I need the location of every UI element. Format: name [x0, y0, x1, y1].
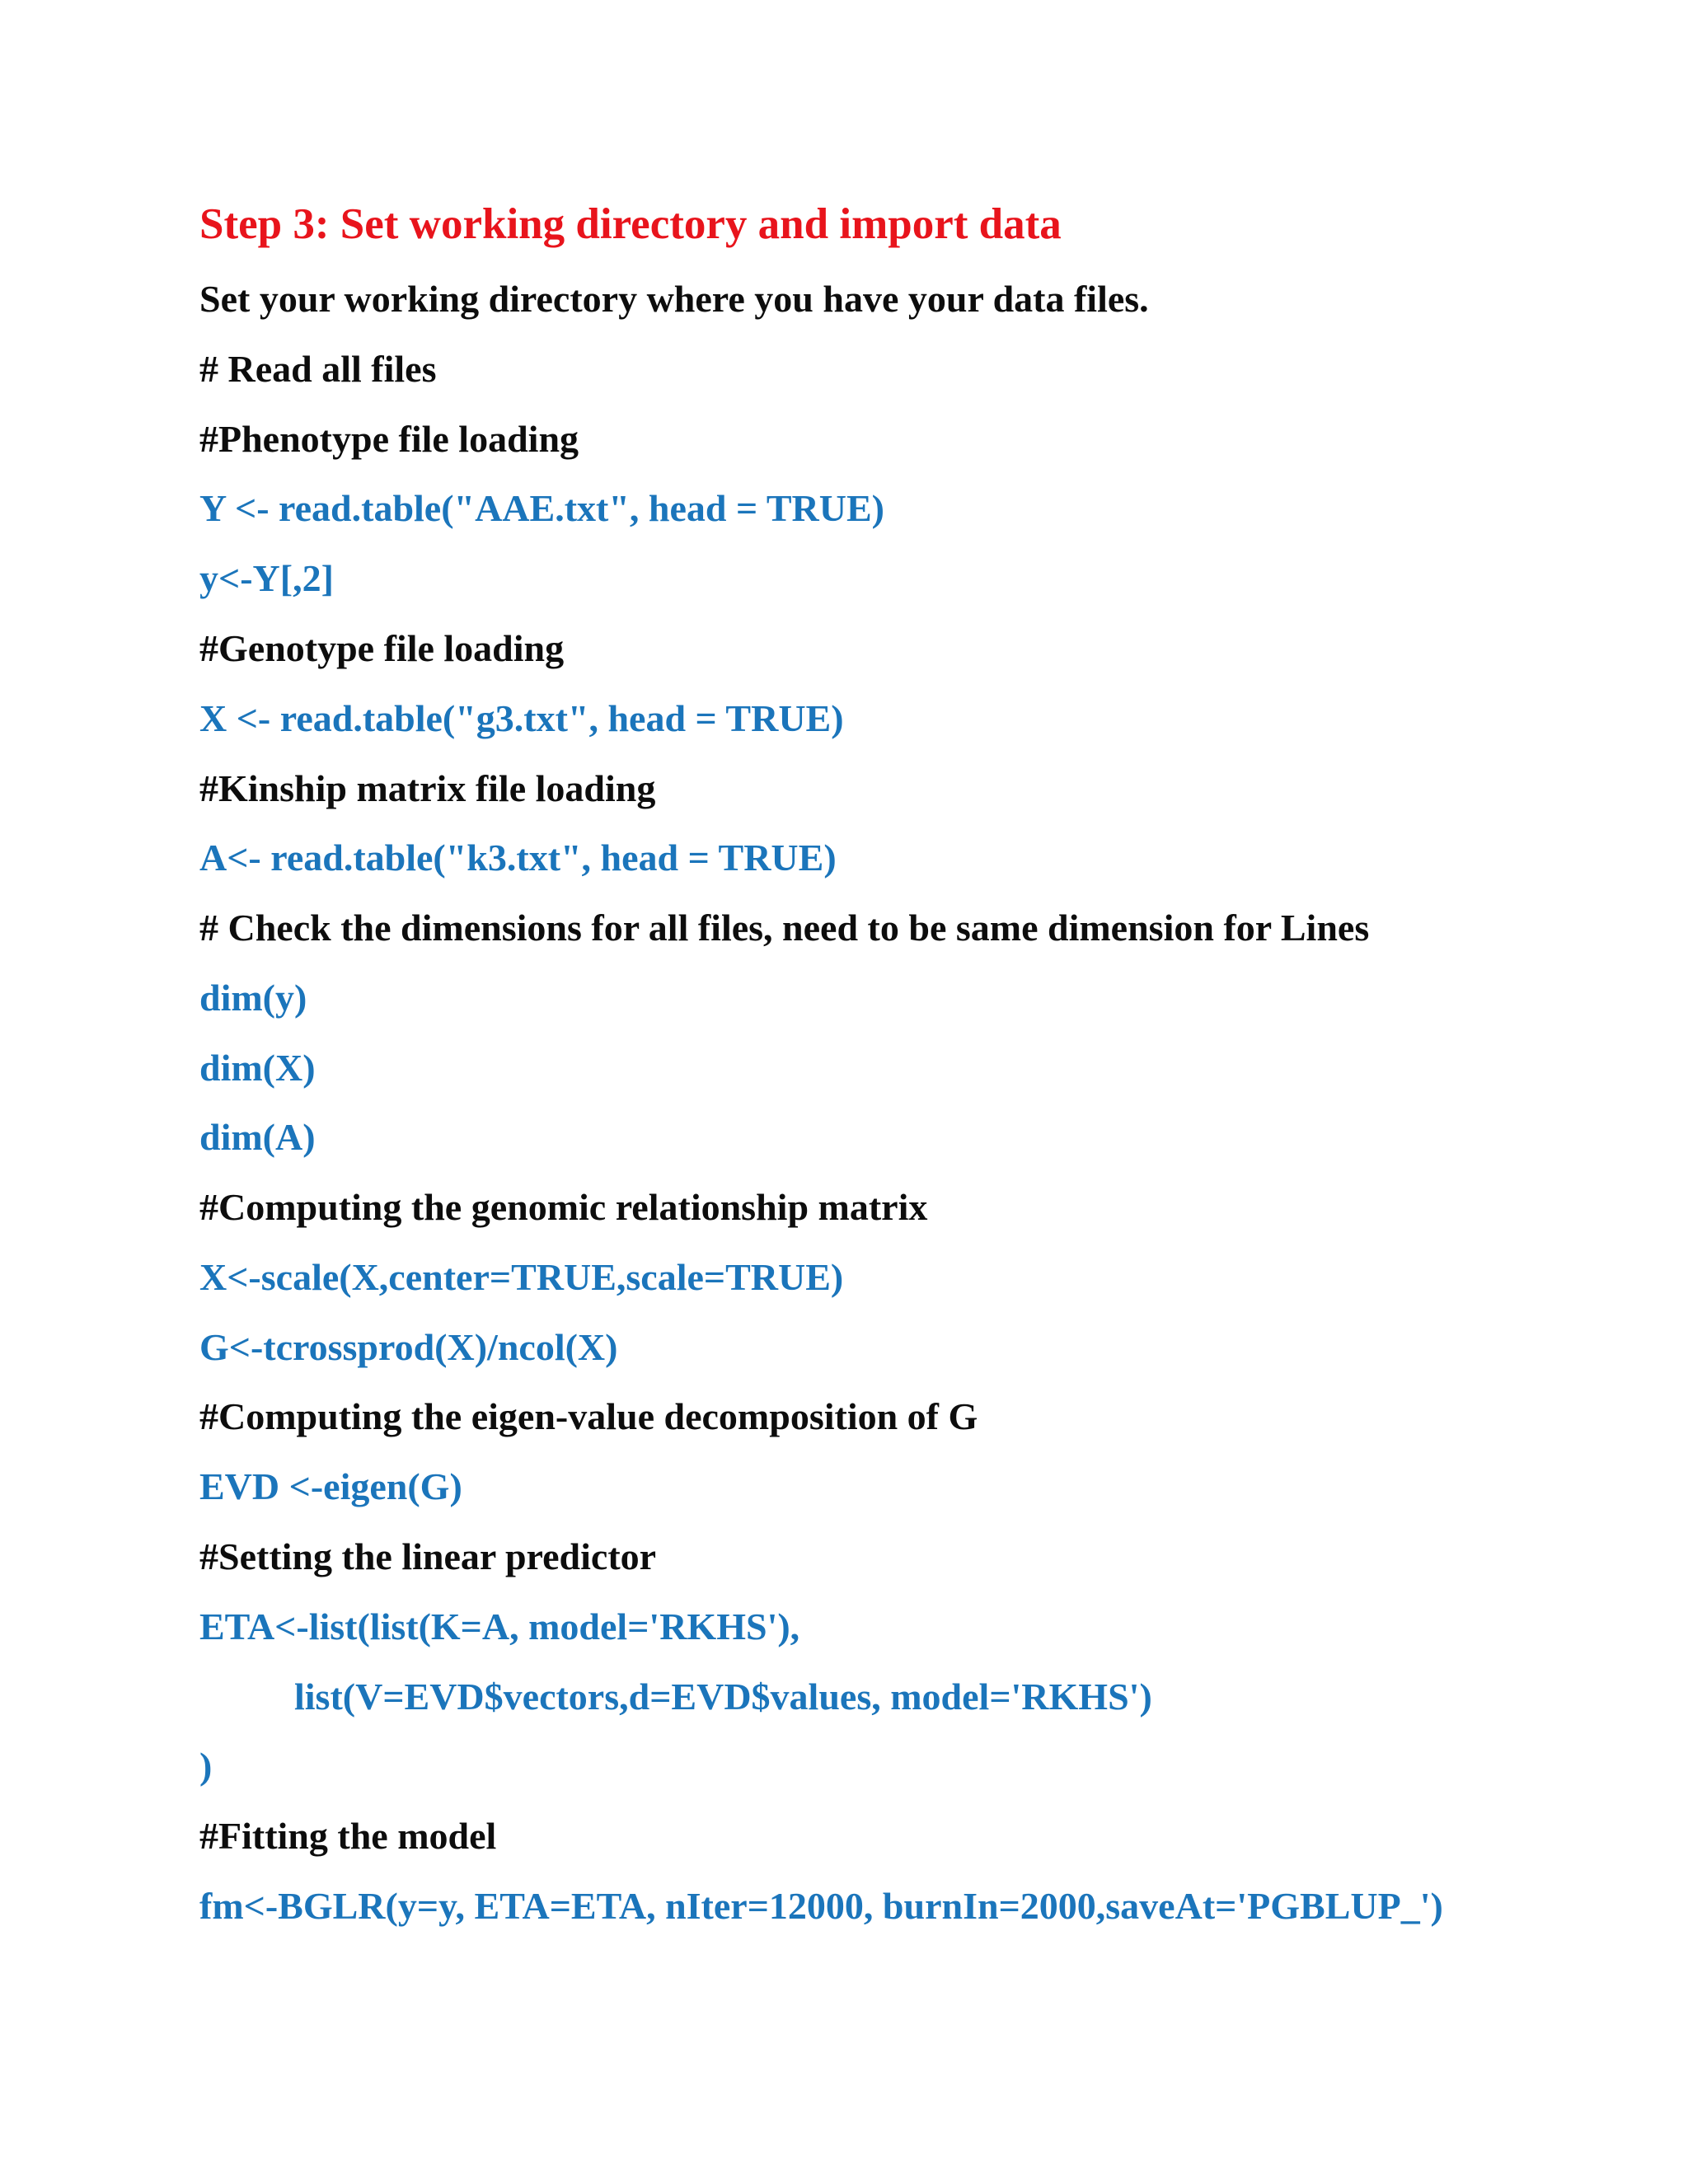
code-dim-y: dim(y) — [199, 977, 307, 1019]
comment-fitting-model: #Fitting the model — [199, 1815, 497, 1857]
code-y-column: y<-Y[,2] — [199, 557, 334, 599]
code-tcrossprod: G<-tcrossprod(X)/ncol(X) — [199, 1326, 618, 1368]
comment-eigen: #Computing the eigen-value decomposition of G — [199, 1395, 978, 1437]
comment-phenotype: #Phenotype file loading — [199, 418, 579, 460]
comment-kinship: #Kinship matrix file loading — [199, 767, 656, 809]
code-eta-list: ETA<-list(list(K=A, model='RKHS'), — [199, 1605, 800, 1647]
comment-linear-predictor: #Setting the linear predictor — [199, 1535, 657, 1577]
comment-check-dimensions: # Check the dimensions for all files, need to be same dimension for Lines — [199, 907, 1370, 949]
instruction-text: Set your working directory where you have your data files. — [199, 278, 1149, 320]
code-eta-close: ) — [199, 1745, 213, 1787]
code-eta-list-item: list(V=EVD$vectors,d=EVD$values, model='RKHS') — [294, 1675, 1152, 1718]
code-bglr-fit: fm<-BGLR(y=y, ETA=ETA, nIter=12000, burnIn=2000,saveAt='PGBLUP_') — [199, 1885, 1443, 1927]
code-dim-x: dim(X) — [199, 1047, 316, 1089]
code-read-kinship: A<- read.table("k3.txt", head = TRUE) — [199, 837, 837, 879]
code-read-genotype: X <- read.table("g3.txt", head = TRUE) — [199, 697, 844, 739]
code-dim-a: dim(A) — [199, 1116, 316, 1158]
comment-read-files: # Read all files — [199, 348, 437, 390]
code-read-phenotype: Y <- read.table("AAE.txt", head = TRUE) — [199, 487, 884, 529]
code-scale-x: X<-scale(X,center=TRUE,scale=TRUE) — [199, 1256, 844, 1298]
comment-genotype: #Genotype file loading — [199, 627, 565, 669]
step-heading: Step 3: Set working directory and import data — [199, 200, 1062, 248]
code-evd: EVD <-eigen(G) — [199, 1465, 462, 1507]
comment-genomic-matrix: #Computing the genomic relationship matrix — [199, 1186, 928, 1228]
